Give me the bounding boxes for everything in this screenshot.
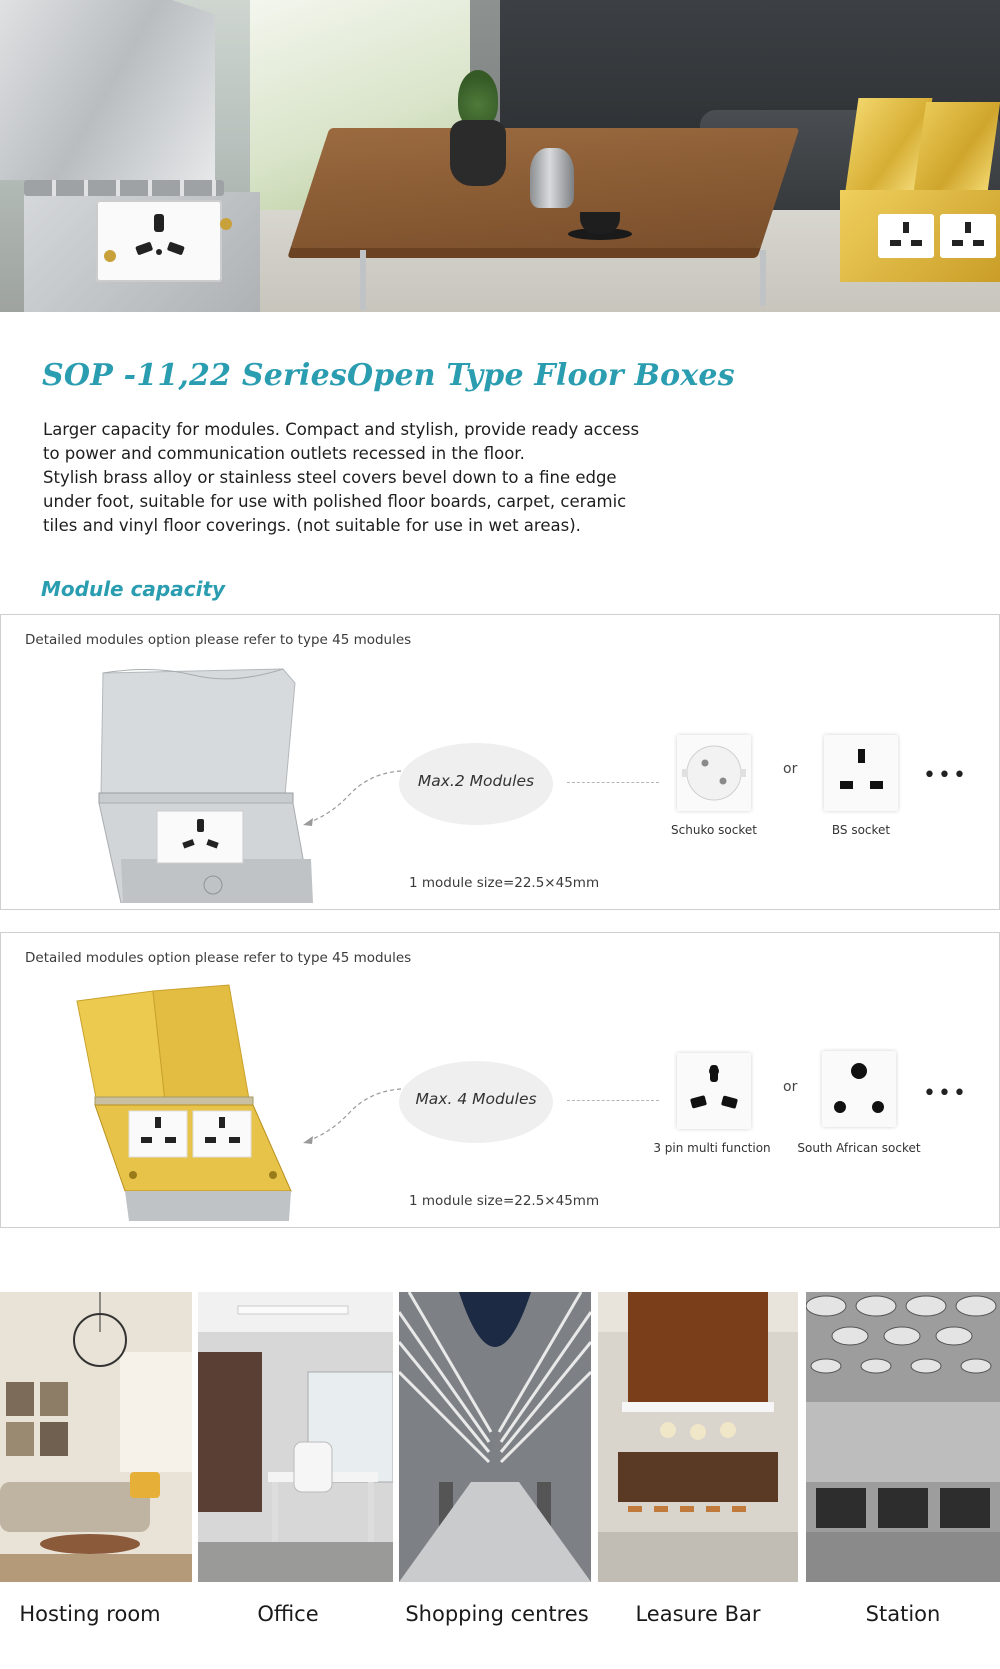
module-panel-steel	[0, 614, 1000, 910]
capacity-bubble	[399, 1061, 553, 1143]
module-panel-brass	[0, 932, 1000, 1228]
or-text: or	[783, 761, 798, 777]
module-size-note: 1 module size=22.5×45mm	[409, 1193, 600, 1209]
steel-hinge	[24, 180, 224, 196]
dashed-connector	[567, 1100, 659, 1101]
station-image	[806, 1292, 1000, 1582]
hero-table-leg	[760, 250, 766, 306]
app-label: Office	[257, 1602, 319, 1626]
product-description	[43, 418, 673, 538]
universal-socket	[96, 200, 222, 282]
steel-floor-box-illustration	[73, 663, 313, 903]
panel-note: Detailed modules option please refer to type 45 modules	[25, 632, 412, 648]
hero-steel-floor-box	[0, 0, 260, 312]
module-multi-function	[677, 1053, 751, 1129]
hero-plant-pot	[450, 120, 506, 186]
capacity-label: Max. 4 Modules	[415, 1090, 537, 1108]
app-label: Leasure Bar	[635, 1602, 761, 1626]
capacity-bubble	[399, 743, 553, 825]
app-label: Hosting room	[19, 1602, 161, 1626]
description-line: Stylish brass alloy or stainless steel covers bevel down to a fine edge	[43, 468, 617, 487]
more-modules-icon: •••	[923, 1081, 968, 1106]
hosting-room-image	[0, 1292, 192, 1582]
app-image-shopping-centres	[399, 1292, 591, 1582]
hero-image	[0, 0, 1000, 312]
more-modules-icon: •••	[923, 763, 968, 788]
pointer-arrow-icon	[301, 1081, 405, 1147]
module-caption: BS socket	[831, 823, 891, 837]
app-image-station	[806, 1292, 1000, 1582]
leasure-bar-image	[598, 1292, 798, 1582]
pointer-arrow-icon	[301, 763, 405, 829]
screw-icon	[104, 250, 116, 262]
description-line: tiles and vinyl floor coverings. (not suitable for use in wet areas).	[43, 516, 581, 535]
module-caption: South African socket	[797, 1141, 921, 1155]
app-label: Station	[865, 1602, 941, 1626]
description-line: to power and communication outlets recessed in the floor.	[43, 444, 525, 463]
module-caption: Schuko socket	[671, 823, 757, 837]
hero-table-leg	[360, 250, 366, 310]
brass-lid	[914, 102, 1000, 190]
hero-brass-floor-box	[840, 98, 1000, 312]
bs-socket-icon	[824, 735, 898, 811]
app-image-leasure-bar	[598, 1292, 798, 1582]
or-text: or	[783, 1079, 798, 1095]
south-african-socket-icon	[822, 1051, 896, 1127]
screw-icon	[220, 218, 232, 230]
universal-socket-icon	[96, 200, 222, 282]
dashed-connector	[567, 782, 659, 783]
bs-socket	[940, 214, 996, 258]
multi-function-socket-icon	[677, 1053, 751, 1129]
bs-socket	[878, 214, 934, 258]
panel-note: Detailed modules option please refer to type 45 modules	[25, 950, 412, 966]
module-size-note: 1 module size=22.5×45mm	[409, 875, 600, 891]
app-image-hosting-room	[0, 1292, 192, 1582]
bs-socket-icon	[940, 214, 996, 258]
app-label: Shopping centres	[405, 1602, 589, 1626]
shopping-centres-image	[399, 1292, 591, 1582]
module-schuko	[677, 735, 751, 811]
module-caption: 3 pin multi function	[653, 1141, 771, 1155]
schuko-socket-icon	[677, 735, 751, 811]
application-gallery	[0, 1292, 1000, 1669]
section-heading-module-capacity: Module capacity	[41, 577, 226, 601]
module-bs	[824, 735, 898, 811]
bs-socket-icon	[878, 214, 934, 258]
app-image-office	[198, 1292, 393, 1582]
hero-kettle	[530, 148, 574, 208]
description-line: Larger capacity for modules. Compact and stylish, provide ready access	[43, 420, 640, 439]
office-image	[198, 1292, 393, 1582]
capacity-label: Max.2 Modules	[417, 772, 535, 790]
steel-lid	[0, 0, 215, 180]
page-title: SOP -11,22 SeriesOpen Type Floor Boxes	[42, 358, 735, 393]
description-line: under foot, suitable for use with polished floor boards, carpet, ceramic	[43, 492, 627, 511]
brass-floor-box-illustration	[73, 981, 313, 1221]
module-south-african	[822, 1051, 896, 1127]
